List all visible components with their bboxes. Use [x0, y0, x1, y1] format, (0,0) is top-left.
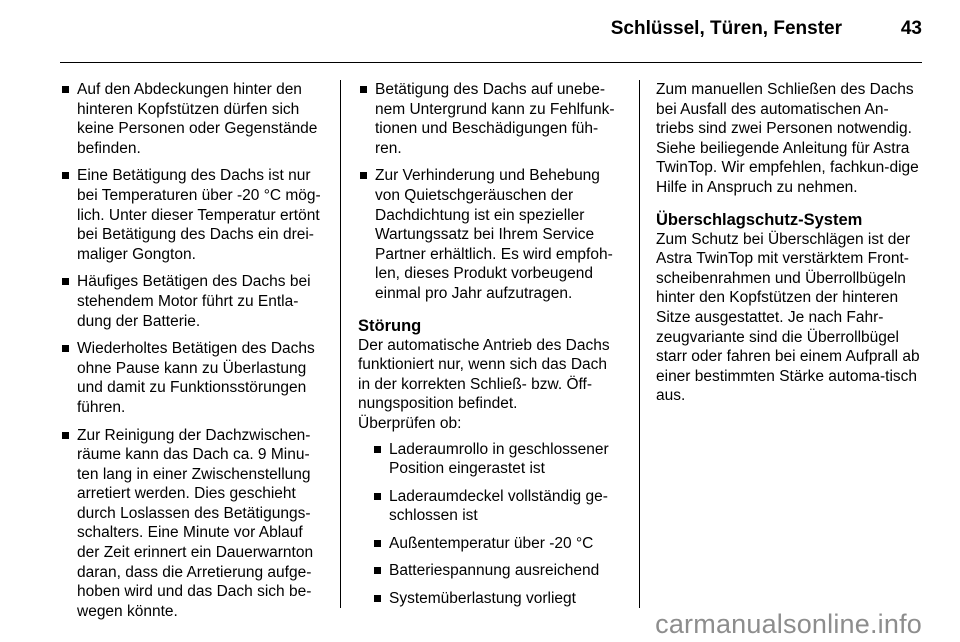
paragraph: Zum manuellen Schließen des Dachs bei Ausfall des automatischen An-triebs sind zwei Personen notwendig. Siehe beiliegende Anleitung für Astra TwinTop. Wir empfehlen, fachkun-dige Hilfe in Anspruch zu nehmen.: [656, 81, 919, 196]
section-title: Schlüssel, Türen, Fenster: [610, 18, 842, 39]
list-item: Systemüberlastung vorliegt: [372, 589, 622, 609]
column-divider: [340, 80, 341, 608]
column-divider: [639, 80, 640, 608]
column-2: [358, 80, 622, 617]
list-item: Häufiges Betätigen des Dachs bei stehendem Motor führt zu Entla-dung der Batterie.: [60, 272, 323, 331]
header-rule: [60, 62, 922, 63]
watermark: carmanualsonline.info: [655, 609, 922, 639]
list-item: Batteriespannung ausreichend: [372, 561, 622, 581]
paragraph: Der automatische Antrieb des Dachs funktioniert nur, wenn sich das Dach in der korrekten Schließ- bzw. Öff-nungsposition befindet.: [358, 336, 610, 413]
list-item: Wiederholtes Betätigen des Dachs ohne Pause kann zu Überlastung und damit zu Funktionsstörungen führen.: [60, 339, 323, 417]
check-list: [358, 440, 622, 609]
list-item: Außentemperatur über -20 °C: [372, 534, 622, 554]
paragraph: Zum Schutz bei Überschlägen ist der Astra TwinTop mit verstärktem Front-scheibenrahmen und Überrollbügeln hinter den Kopfstützen der hinteren Sitze ausgestattet. Je nach Fahr-zeugvariante sind die Überrollbügel starr oder fahren bei einem Aufprall ab einer bestimmten Stärke automa-tisch aus.: [656, 230, 920, 405]
paragraph: Überprüfen ob:: [358, 414, 462, 432]
list-item: Eine Betätigung des Dachs ist nur bei Temperaturen über -20 °C mög-lich. Unter dieser Temperatur ertönt bei Betätigung des Dachs ein drei-maliger Gongton.: [60, 166, 323, 264]
section-heading-ueberschlagschutz: Überschlagschutz-System: [656, 210, 863, 229]
list-item: Zur Verhinderung und Behebung von Quietschgeräuschen der Dachdichtung ist ein spezieller Wartungssatz bei Ihrem Service Partner erhältlich. Es wird empfoh-len, dieses Produkt vorbeugend einmal pro Jahr aufzutragen.: [358, 166, 622, 303]
list-item: Zur Reinigung der Dachzwischen-räume kann das Dach ca. 9 Minu-ten lang in einer Zwischenstellung arretiert werden. Dies geschieht durch Loslassen des Betätigungs-schalters. Eine Minute vor Ablauf der Zeit erinnert ein Dauerwarnton daran, dass die Arretierung aufge-hoben wird und das Dach sich be-wegen könnte.: [60, 426, 323, 622]
column-1: [60, 80, 323, 629]
column-3: [656, 80, 924, 406]
section-heading-stoerung: Störung: [358, 316, 422, 335]
column-1-bullet-list: [60, 80, 323, 621]
column-2-bullet-list: [358, 80, 622, 304]
list-item: Laderaumrollo in geschlossener Position eingerastet ist: [372, 440, 622, 479]
list-item: Betätigung des Dachs auf unebe-nem Untergrund kann zu Fehlfunk-tionen und Beschädigungen füh-ren.: [358, 80, 622, 158]
page-number: 43: [900, 18, 922, 39]
list-item: Laderaumdeckel vollständig ge-schlossen ist: [372, 487, 622, 526]
list-item: Auf den Abdeckungen hinter den hinteren Kopfstützen dürfen sich keine Personen oder Gegenstände befinden.: [60, 80, 323, 158]
